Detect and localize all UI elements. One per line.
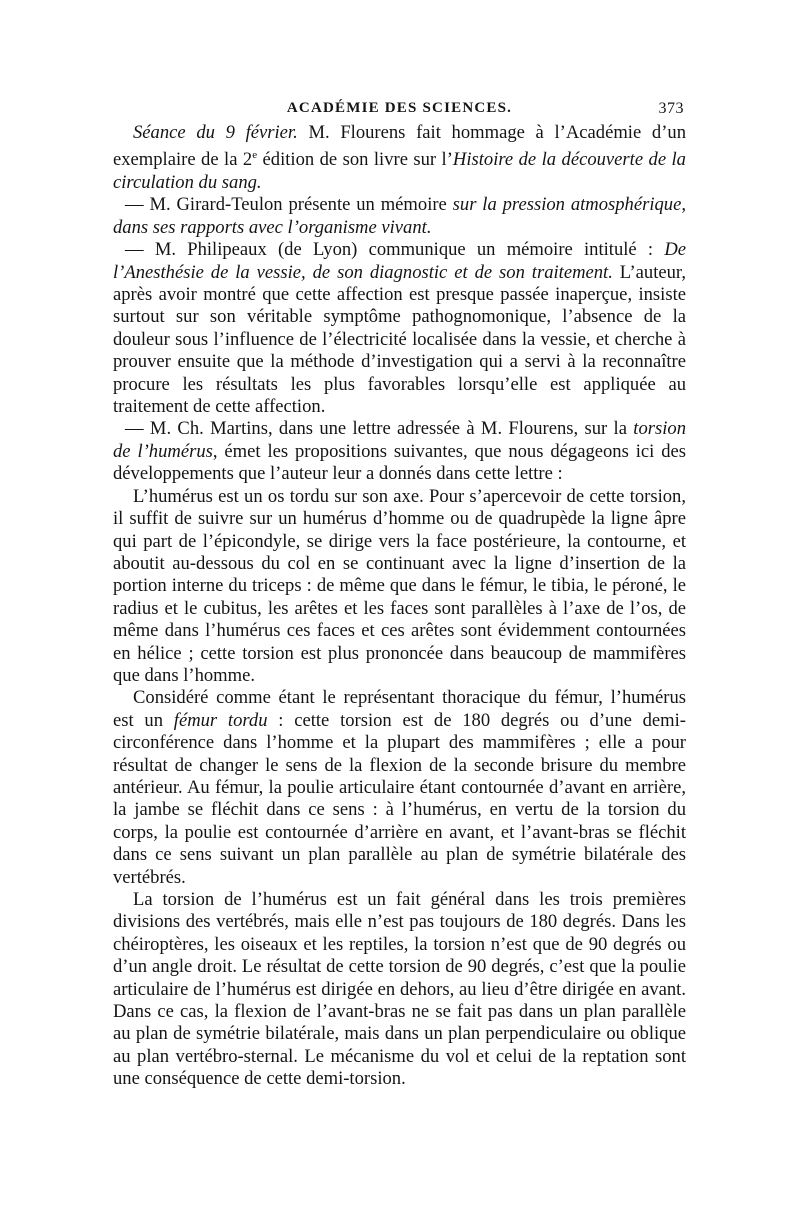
document-page — [113, 96, 686, 1091]
paragraph-girard-teulon — [113, 194, 686, 239]
paragraph-text: , émet les propositions suivantes, que nous dégageons ici des développements que l’auteur leur a donnés dans cette lettre : — [113, 440, 686, 485]
paragraph-text: Considéré comme étant le représentant thoracique du fémur, l’humérus est un — [113, 687, 686, 731]
session-date: Séance du 9 février. — [133, 122, 298, 143]
running-header — [113, 96, 686, 122]
page-number: 373 — [658, 100, 684, 117]
paragraph-text: — M. Philipeaux (de Lyon) communique un mémoire intitulé : — [125, 239, 665, 261]
memoir-title: De l’Anesthésie de la vessie, de son diagnostic et de son traitement. — [113, 239, 686, 283]
paragraph-femur-tordu — [113, 687, 686, 889]
paragraph-text: M. Flourens fait hommage à l’Académie d’un exemplaire de la 2 — [113, 122, 686, 171]
paragraph-text: L’humérus est un os tordu sur son axe. Pour s’apercevoir de cette torsion, il suffit de suivre sur un humérus d’homme ou de quadrupède la ligne âpre qui part de l’épicondyle, se dirige vers la face postérieure, la contourne, et aboutit au-dessous du col en se continuant avec la ligne d’insertion de la portion interne du triceps : de même que dans le fémur, le tibia, le péroné, le radius et le cubitus, les arêtes et les faces sont parallèles à l’axe de l’os, de même dans l’humérus ces faces et ces arêtes sont évidemment contournées en hélice ; cette torsion est plus prononcée dans beaucoup de mammifères que dans l’homme. — [113, 485, 686, 686]
book-title: Histoire de la découverte de la circulation du sang. — [113, 149, 686, 193]
superscript: e — [252, 149, 258, 162]
paragraph-text: — M. Ch. Martins, dans une lettre adressée à M. Flourens, sur la — [125, 418, 634, 440]
paragraph-seance — [113, 122, 686, 194]
header-title: ACADÉMIE DES SCIENCES. — [286, 100, 513, 116]
body-text — [113, 122, 686, 1091]
paragraph-humerus-tordu — [113, 486, 686, 688]
memoir-title: sur la pression atmosphérique, dans ses rapports avec l’organisme vivant. — [113, 194, 686, 238]
paragraph-text: : cette torsion est de 180 degrés ou d’une demi-circonférence dans l’homme et la plupart des mammifères ; elle a pour résultat de changer le sens de la flexion de la seconde brisure du membre antérieur. Au fémur, la poulie articulaire étant contournée d’avant en arrière, la jambe se fléchit dans ce sens : à l’humérus, en vertu de la torsion du corps, la poulie est contournée d’arrière en avant, et l’avant-bras se fléchit dans ce sens suivant un plan parallèle au plan de symétrie bilatérale des vertébrés. — [113, 709, 686, 888]
paragraph-text: édition de son livre sur l’ — [257, 149, 453, 171]
paragraph-martins — [113, 418, 686, 485]
paragraph-philipeaux — [113, 239, 686, 418]
italic-term: torsion de l’humérus — [113, 418, 686, 462]
paragraph-text: — M. Girard-Teulon présente un mémoire — [125, 194, 453, 216]
paragraph-torsion-general — [113, 889, 686, 1091]
paragraph-text: L’auteur, après avoir montré que cette affection est presque passée inaperçue, insiste surtout sur son véritable symptôme pathognomonique, l’absence de la douleur sous l’influence de l’électricité localisée dans la vessie, et cherche à prouver ensuite que la méthode d’investigation qui a servi à la reconnaître procure les résultats les plus favorables lorsqu’elle est appliquée au traitement de cette affection. — [113, 261, 686, 418]
italic-term: fémur tordu — [173, 709, 268, 731]
paragraph-text: La torsion de l’humérus est un fait général dans les trois premières divisions des vertébrés, mais elle n’est pas toujours de 180 degrés. Dans les chéiroptères, les oiseaux et les reptiles, la torsion n’est que de 90 degrés ou d’un angle droit. Le résultat de cette torsion de 90 degrés, c’est que la poulie articulaire de l’humérus est dirigée en dehors, au lieu d’être dirigée en avant. Dans ce cas, la flexion de l’avant-bras ne se fait pas dans un plan parallèle au plan de symétrie bilatérale, mais dans un plan perpendiculaire ou oblique au plan vertébro-sternal. Le mécanisme du vol et celui de la reptation sont une conséquence de cette demi-torsion. — [113, 889, 686, 1090]
